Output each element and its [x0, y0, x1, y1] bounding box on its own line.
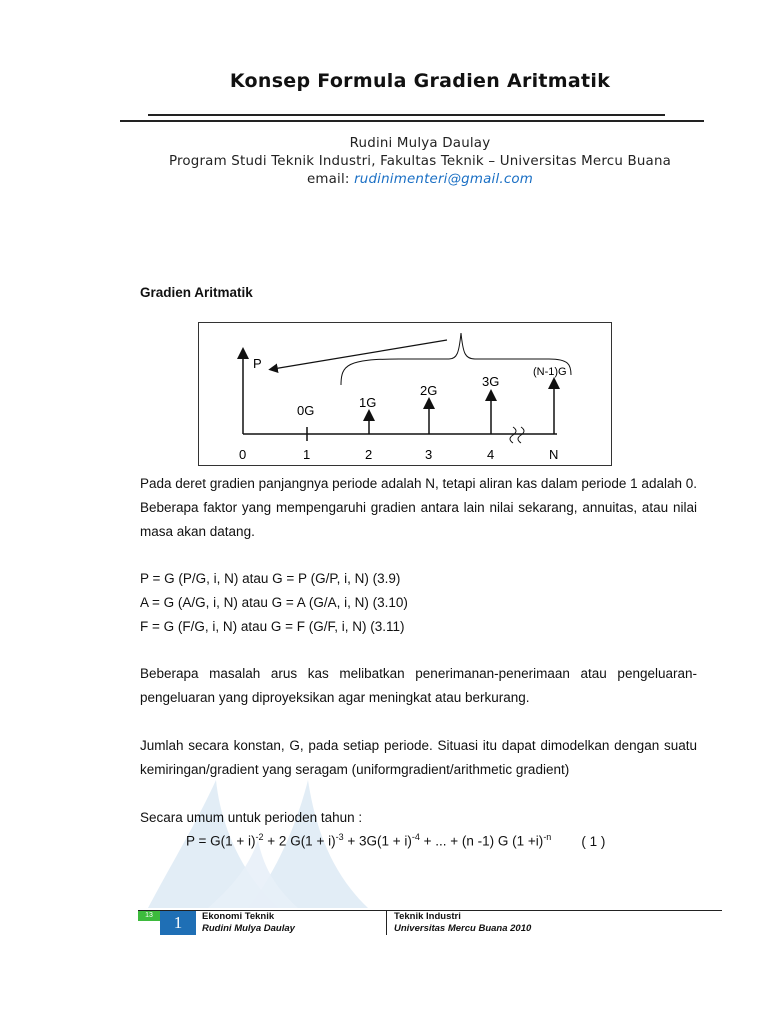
formula-term-1: P = G(1 + i) — [186, 833, 256, 849]
paragraph-4: Secara umum untuk perioden tahun : — [140, 810, 363, 825]
footer-course: Ekonomi Teknik — [202, 911, 275, 922]
footer-author: Rudini Mulya Daulay — [202, 923, 295, 934]
footer-left — [202, 911, 295, 935]
arrow-label-2g: 2G — [420, 383, 438, 398]
arrow-label-1g: 1G — [359, 395, 377, 410]
formula-term-3: + 3G(1 + i) — [343, 833, 412, 849]
footer-university: Universitas Mercu Buana 2010 — [394, 923, 532, 934]
formula-term-2: + 2 G(1 + i) — [263, 833, 336, 849]
formula-exp-1: -2 — [255, 832, 264, 842]
title-rule-lower — [120, 120, 704, 122]
formula-exp-4: -n — [543, 832, 552, 842]
equation-3-11: F = G (F/G, i, N) atau G = F (G/F, i, N) (3.11) — [140, 619, 405, 634]
paragraph-3: Jumlah secara konstan, G, pada setiap periode. Situasi itu dapat dimodelkan dengan suatu kemiringan/gradient yang seragam (uniformgradient/arithmetic gradient) — [140, 738, 697, 777]
gradient-diagram — [198, 322, 612, 466]
axis-label-0: 0 — [239, 447, 247, 462]
title-rule-upper — [148, 114, 665, 116]
author-affiliation: Program Studi Teknik Industri, Fakultas Teknik – Universitas Mercu Buana — [168, 154, 672, 169]
formula-term-4: + ... + (n -1) G (1 +i) — [419, 833, 544, 849]
equation-3-9: P = G (P/G, i, N) atau G = P (G/P, i, N) (3.9) — [140, 571, 401, 586]
formula-exp-3: -4 — [411, 832, 420, 842]
axis-label-3: 3 — [425, 447, 433, 462]
paragraph-2: Beberapa masalah arus kas melibatkan penerimanan-penerimaan atau pengeluaran-pengeluaran yang diproyeksikan agar meningkat atau berkurang. — [140, 666, 697, 705]
author-email — [0, 171, 768, 189]
arrow-label-0g: 0G — [297, 403, 315, 418]
equation-3-10: A = G (A/G, i, N) atau G = A (G/A, i, N) (3.10) — [140, 595, 408, 610]
footer-small-page: 13 — [138, 911, 160, 921]
author-block — [0, 135, 768, 189]
arrow-label-n1g: (N-1)G — [533, 366, 567, 378]
email-label: email: — [306, 172, 350, 187]
axis-label-4: 4 — [487, 447, 495, 462]
axis-break-mark — [510, 427, 524, 443]
formula-number: ( 1 ) — [581, 833, 606, 849]
paragraph-1: Pada deret gradien panjangnya periode adalah N, tetapi aliran kas dalam periode 1 adalah 0. Beberapa faktor yang mempengaruhi gradien antara lain nilai sekarang, annuitas, atau nilai masa akan datang. — [140, 476, 697, 539]
page-title: Konsep Formula Gradien Aritmatik — [229, 70, 611, 92]
footer-department: Teknik Industri — [394, 911, 461, 922]
section-title: Gradien Aritmatik — [140, 285, 253, 300]
gradient-diagram-svg — [199, 323, 611, 465]
footer-page-number: 1 — [160, 911, 196, 935]
formula-exp-2: -3 — [335, 832, 344, 842]
present-label: P — [253, 356, 262, 371]
axis-label-2: 2 — [365, 447, 373, 462]
gradient-formula — [186, 832, 605, 849]
footer-separator — [386, 911, 387, 935]
arrow-label-3g: 3G — [482, 374, 500, 389]
axis-label-1: 1 — [303, 447, 311, 462]
author-name: Rudini Mulya Daulay — [349, 136, 491, 151]
email-link[interactable]: rudinimenteri@gmail.com — [354, 172, 534, 187]
p-pointer-arrow — [273, 340, 447, 369]
axis-label-n: N — [549, 447, 559, 462]
footer-right — [394, 911, 531, 935]
